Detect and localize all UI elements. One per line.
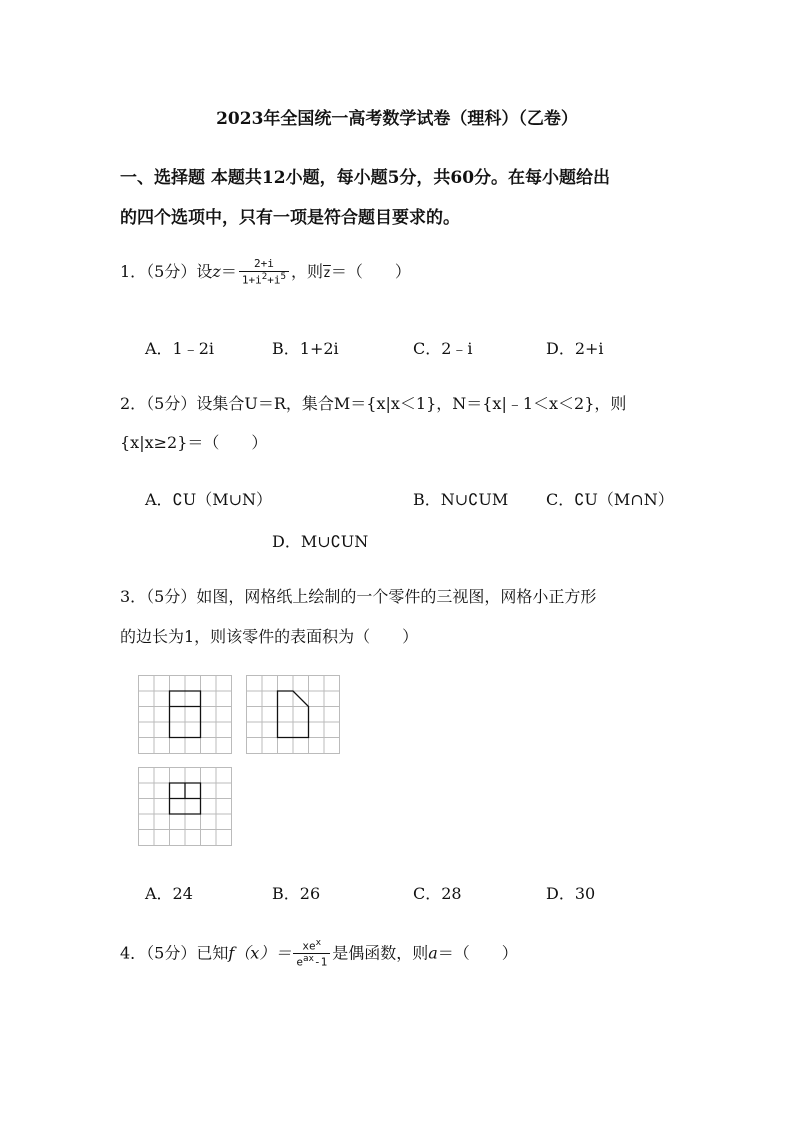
q1-prefix: 1．（5分）设 xyxy=(120,261,213,281)
q1-var-z: z xyxy=(212,261,221,281)
q1-den-exp2: 5 xyxy=(280,270,286,282)
q1-equals: ＝ xyxy=(220,261,237,281)
q1-suffix: ，则 xyxy=(290,261,323,281)
q1-fraction xyxy=(239,258,289,287)
q1-numerator: 2+i xyxy=(239,258,289,272)
question-3-line2: 的边长为1，则该零件的表面积为（ ） xyxy=(120,627,419,646)
q4-den-tail: -1 xyxy=(313,955,328,969)
q4-num-exp: x xyxy=(315,937,322,948)
q3-option-d[interactable]: D．30 xyxy=(546,884,596,903)
question-3-line1: 3．（5分）如图，网格纸上绘制的一个零件的三视图，网格小正方形 xyxy=(120,587,597,606)
page-title: 2023年全国统一高考数学试卷（理科）（乙卷） xyxy=(216,109,578,129)
top-view-grid xyxy=(138,767,232,846)
q1-tail: ＝（ ） xyxy=(330,261,411,281)
q4-fx: f（x）＝ xyxy=(228,943,292,963)
q4-var-a: a xyxy=(428,943,438,963)
q3-option-a[interactable]: A．24 xyxy=(145,884,193,903)
section-header-line2: 的四个选项中，只有一项是符合题目要求的。 xyxy=(120,208,460,228)
q1-den-mid: +i xyxy=(267,273,281,287)
q4-tail: ＝（ ） xyxy=(437,943,518,963)
q1-den-exp1: 2 xyxy=(261,270,268,282)
q2-option-a[interactable]: A．∁U（M∪N） xyxy=(145,490,273,509)
section-header-line1: 一、选择题 本题共12小题，每小题5分，共60分。在每小题给出 xyxy=(120,168,611,188)
q1-option-d[interactable]: D．2+i xyxy=(546,339,604,358)
q2-option-d[interactable]: D．M∪∁UN xyxy=(272,532,369,551)
q1-option-c[interactable]: C．2﹣i xyxy=(413,339,473,358)
q1-zbar: $\overline{z}$ xyxy=(323,265,331,281)
q1-den-base: 1+i xyxy=(241,273,262,287)
q2-option-b[interactable]: B．N∪∁UM xyxy=(413,490,509,509)
q4-denominator xyxy=(293,954,330,969)
q3-option-c[interactable]: C．28 xyxy=(413,884,462,903)
side-view-grid xyxy=(246,675,340,754)
q4-den-base: e xyxy=(296,955,303,969)
question-1-stem xyxy=(120,258,411,287)
q1-option-b[interactable]: B．1+2i xyxy=(272,339,339,358)
q4-num-base: xe xyxy=(302,939,316,953)
question-2-line2: {x|x≥2}＝（ ） xyxy=(120,433,268,452)
q4-den-exp: ax xyxy=(302,953,314,965)
q2-option-c[interactable]: C．∁U（M∩N） xyxy=(546,490,674,509)
front-view-grid xyxy=(138,675,232,754)
question-2-line1: 2．（5分）设集合U＝R，集合M＝{x|x＜1}，N＝{x|﹣1＜x＜2}，则 xyxy=(120,394,627,413)
q4-suffix: 是偶函数，则 xyxy=(332,943,429,963)
q1-denominator xyxy=(239,272,289,287)
q1-option-a[interactable]: A．1﹣2i xyxy=(145,339,215,358)
q4-fraction xyxy=(293,938,330,970)
q3-option-b[interactable]: B．26 xyxy=(272,884,321,903)
q4-numerator xyxy=(293,938,330,954)
question-4-stem xyxy=(120,938,518,970)
q4-prefix: 4．（5分）已知 xyxy=(120,943,229,963)
